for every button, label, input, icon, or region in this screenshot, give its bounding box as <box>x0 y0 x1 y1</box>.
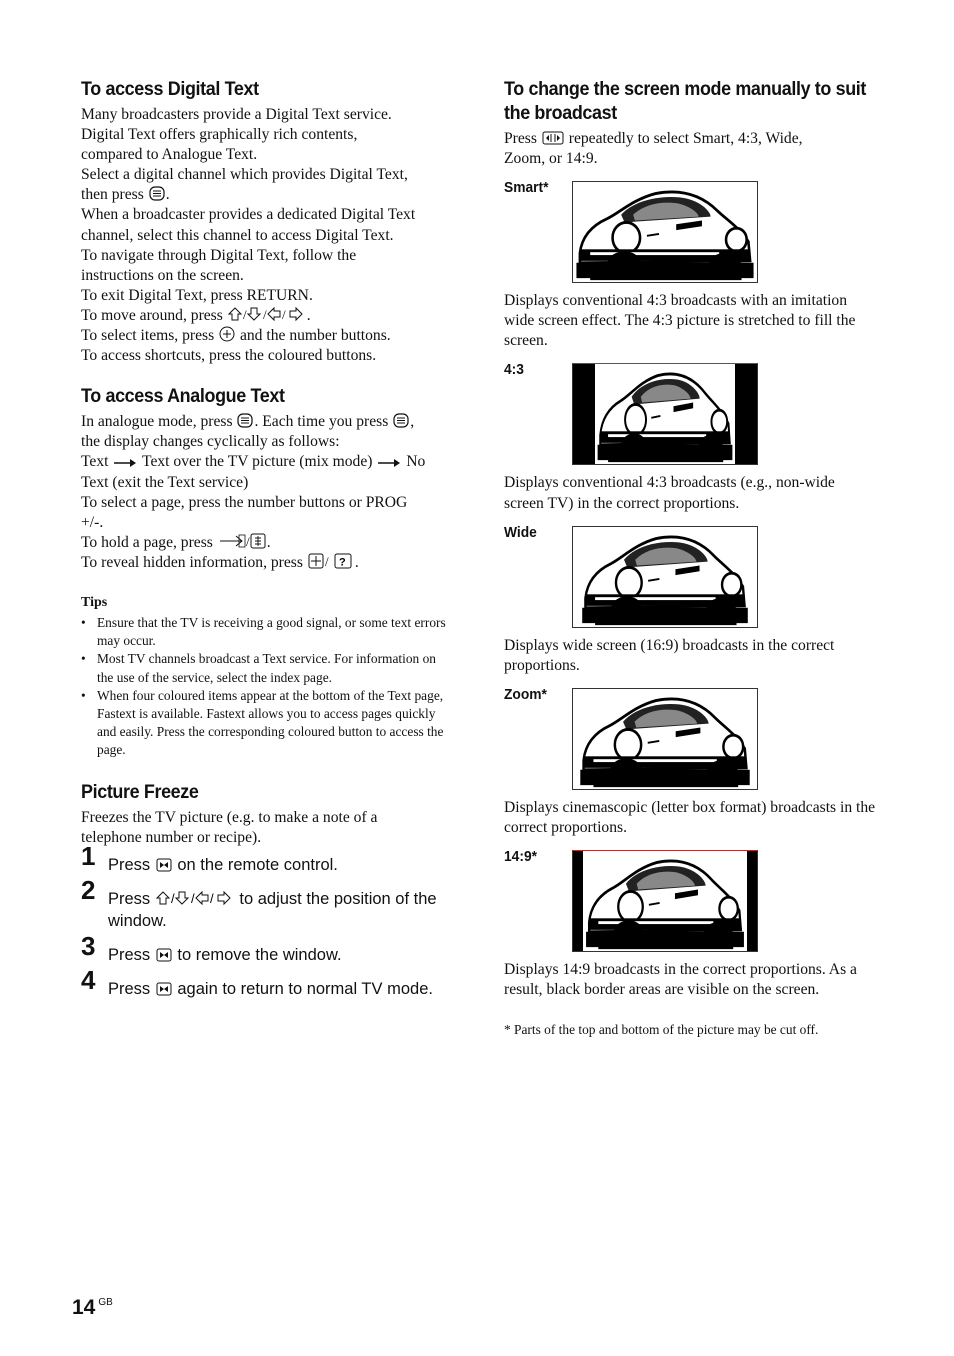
svg-text:/: / <box>262 306 267 322</box>
text-button-icon <box>149 186 165 201</box>
mode-label: 14:9* <box>504 848 537 866</box>
svg-text:/: / <box>170 890 175 906</box>
arrow-buttons-icon <box>228 306 306 322</box>
svg-text:/: / <box>209 890 214 906</box>
svg-text:/: / <box>324 553 329 569</box>
mode-zoom-picture <box>572 688 758 790</box>
mode-label: 4:3 <box>504 361 524 379</box>
text-button-icon <box>393 413 409 428</box>
mode-wide <box>504 524 876 628</box>
analogue-text-body: In analogue mode, press . Each time you press , the display changes cyclically as follows: Text Text over the TV picture (mix mode) No Text (exit the Text service) To select a page, press the number buttons or PROG +/-. To hold a page, press / . To reveal hidden information, press / ? . <box>81 413 426 571</box>
step-4: 4 Press again to return to normal TV mode. <box>81 964 433 998</box>
hold-button-icon <box>218 533 266 549</box>
mode-label: Wide <box>504 523 537 541</box>
step-3: 3 Press to remove the window. <box>81 930 342 964</box>
tips-title: Tips <box>81 594 108 610</box>
digital-text-heading: To access Digital Text <box>81 78 259 100</box>
digital-text-body: Many broadcasters provide a Digital Text service. Digital Text offers graphically rich contents, compared to Analogue Text. Select a digital channel which provides Digital Text, then press . When a broadcaster provides a dedicated Digital Text channel, select this channel to access Digital Text. To navigate through Digital Text, follow the instructions on the screen. To exit Digital Text, press RETURN. To move around, press / / / . To select items, press and the number buttons. To access shortcuts, press the coloured buttons. <box>81 106 416 365</box>
mode-4-3-picture <box>572 363 758 465</box>
mode-desc: Displays wide screen (16:9) broadcasts in the correct proportions. <box>504 636 835 674</box>
picture-freeze-heading: Picture Freeze <box>81 780 199 803</box>
page-number: 14 $^{GB}$ <box>72 1296 113 1319</box>
analogue-text-heading: To access Analogue Text <box>81 385 285 408</box>
svg-text:/: / <box>281 306 286 322</box>
tip-item: • Most TV channels broadcast a Text service. For information on the use of the service, select the index page. <box>81 650 451 686</box>
step-2: 2 Press / / / to adjust the position of the window. <box>81 874 437 930</box>
left-column <box>81 77 451 1012</box>
svg-text:/: / <box>190 890 195 906</box>
mode-label: Smart* <box>504 179 549 197</box>
mode-desc: Displays 14:9 broadcasts in the correct proportions. As a result, black border areas are visible on the screen. <box>504 961 857 999</box>
picture-freeze-body: Freezes the TV picture (e.g. to make a note of a telephone number or recipe). <box>81 808 378 846</box>
mode-desc: Displays cinemascopic (letter box format) broadcasts in the correct proportions. <box>504 798 876 836</box>
mode-14-9-picture <box>572 850 758 952</box>
freeze-button-icon <box>156 948 172 962</box>
arrow-buttons-icon <box>156 890 234 906</box>
mode-desc: Displays conventional 4:3 broadcasts with an imitation wide screen effect. The 4:3 picture is stretched to fill the screen. <box>504 292 856 350</box>
mode-4-3 <box>504 361 876 465</box>
tip-item: • Ensure that the TV is receiving a good signal, or some text errors may occur. <box>81 614 451 650</box>
screen-mode-intro: Press repeatedly to select Smart, 4:3, Wide, Zoom, or 14:9. <box>504 130 803 168</box>
right-column <box>504 77 876 1038</box>
mode-zoom <box>504 686 876 790</box>
freeze-steps <box>81 840 451 1000</box>
mode-14-9 <box>504 848 876 952</box>
tip-item: • When four coloured items appear at the bottom of the Text page, Fastext is available. Fastext allows you to access pages quickly and easily. Press the corresponding coloured button to access the page. <box>81 687 451 760</box>
reveal-button-icon <box>308 553 354 569</box>
mode-smart <box>504 179 876 283</box>
mode-wide-picture <box>572 526 758 628</box>
mode-desc: Displays conventional 4:3 broadcasts (e.g., non-wide screen TV) in the correct proportions. <box>504 474 835 512</box>
footnote: * Parts of the top and bottom of the picture may be cut off. <box>504 1022 819 1038</box>
ok-button-icon <box>219 326 235 342</box>
svg-text:/: / <box>242 306 247 322</box>
freeze-button-icon <box>156 982 172 996</box>
freeze-button-icon <box>156 858 172 872</box>
tips-list <box>81 614 451 760</box>
step-1: 1 Press on the remote control. <box>81 840 338 874</box>
arrow-right-icon <box>113 458 137 468</box>
svg-text:?: ? <box>338 556 346 569</box>
screen-mode-heading: To change the screen mode manually to suit the broadcast <box>504 78 867 124</box>
wide-mode-button-icon <box>542 131 564 145</box>
mode-smart-picture <box>572 181 758 283</box>
text-button-icon <box>237 413 253 428</box>
mode-label: Zoom* <box>504 685 547 703</box>
arrow-right-icon <box>377 458 401 468</box>
svg-text:/: / <box>245 533 250 549</box>
